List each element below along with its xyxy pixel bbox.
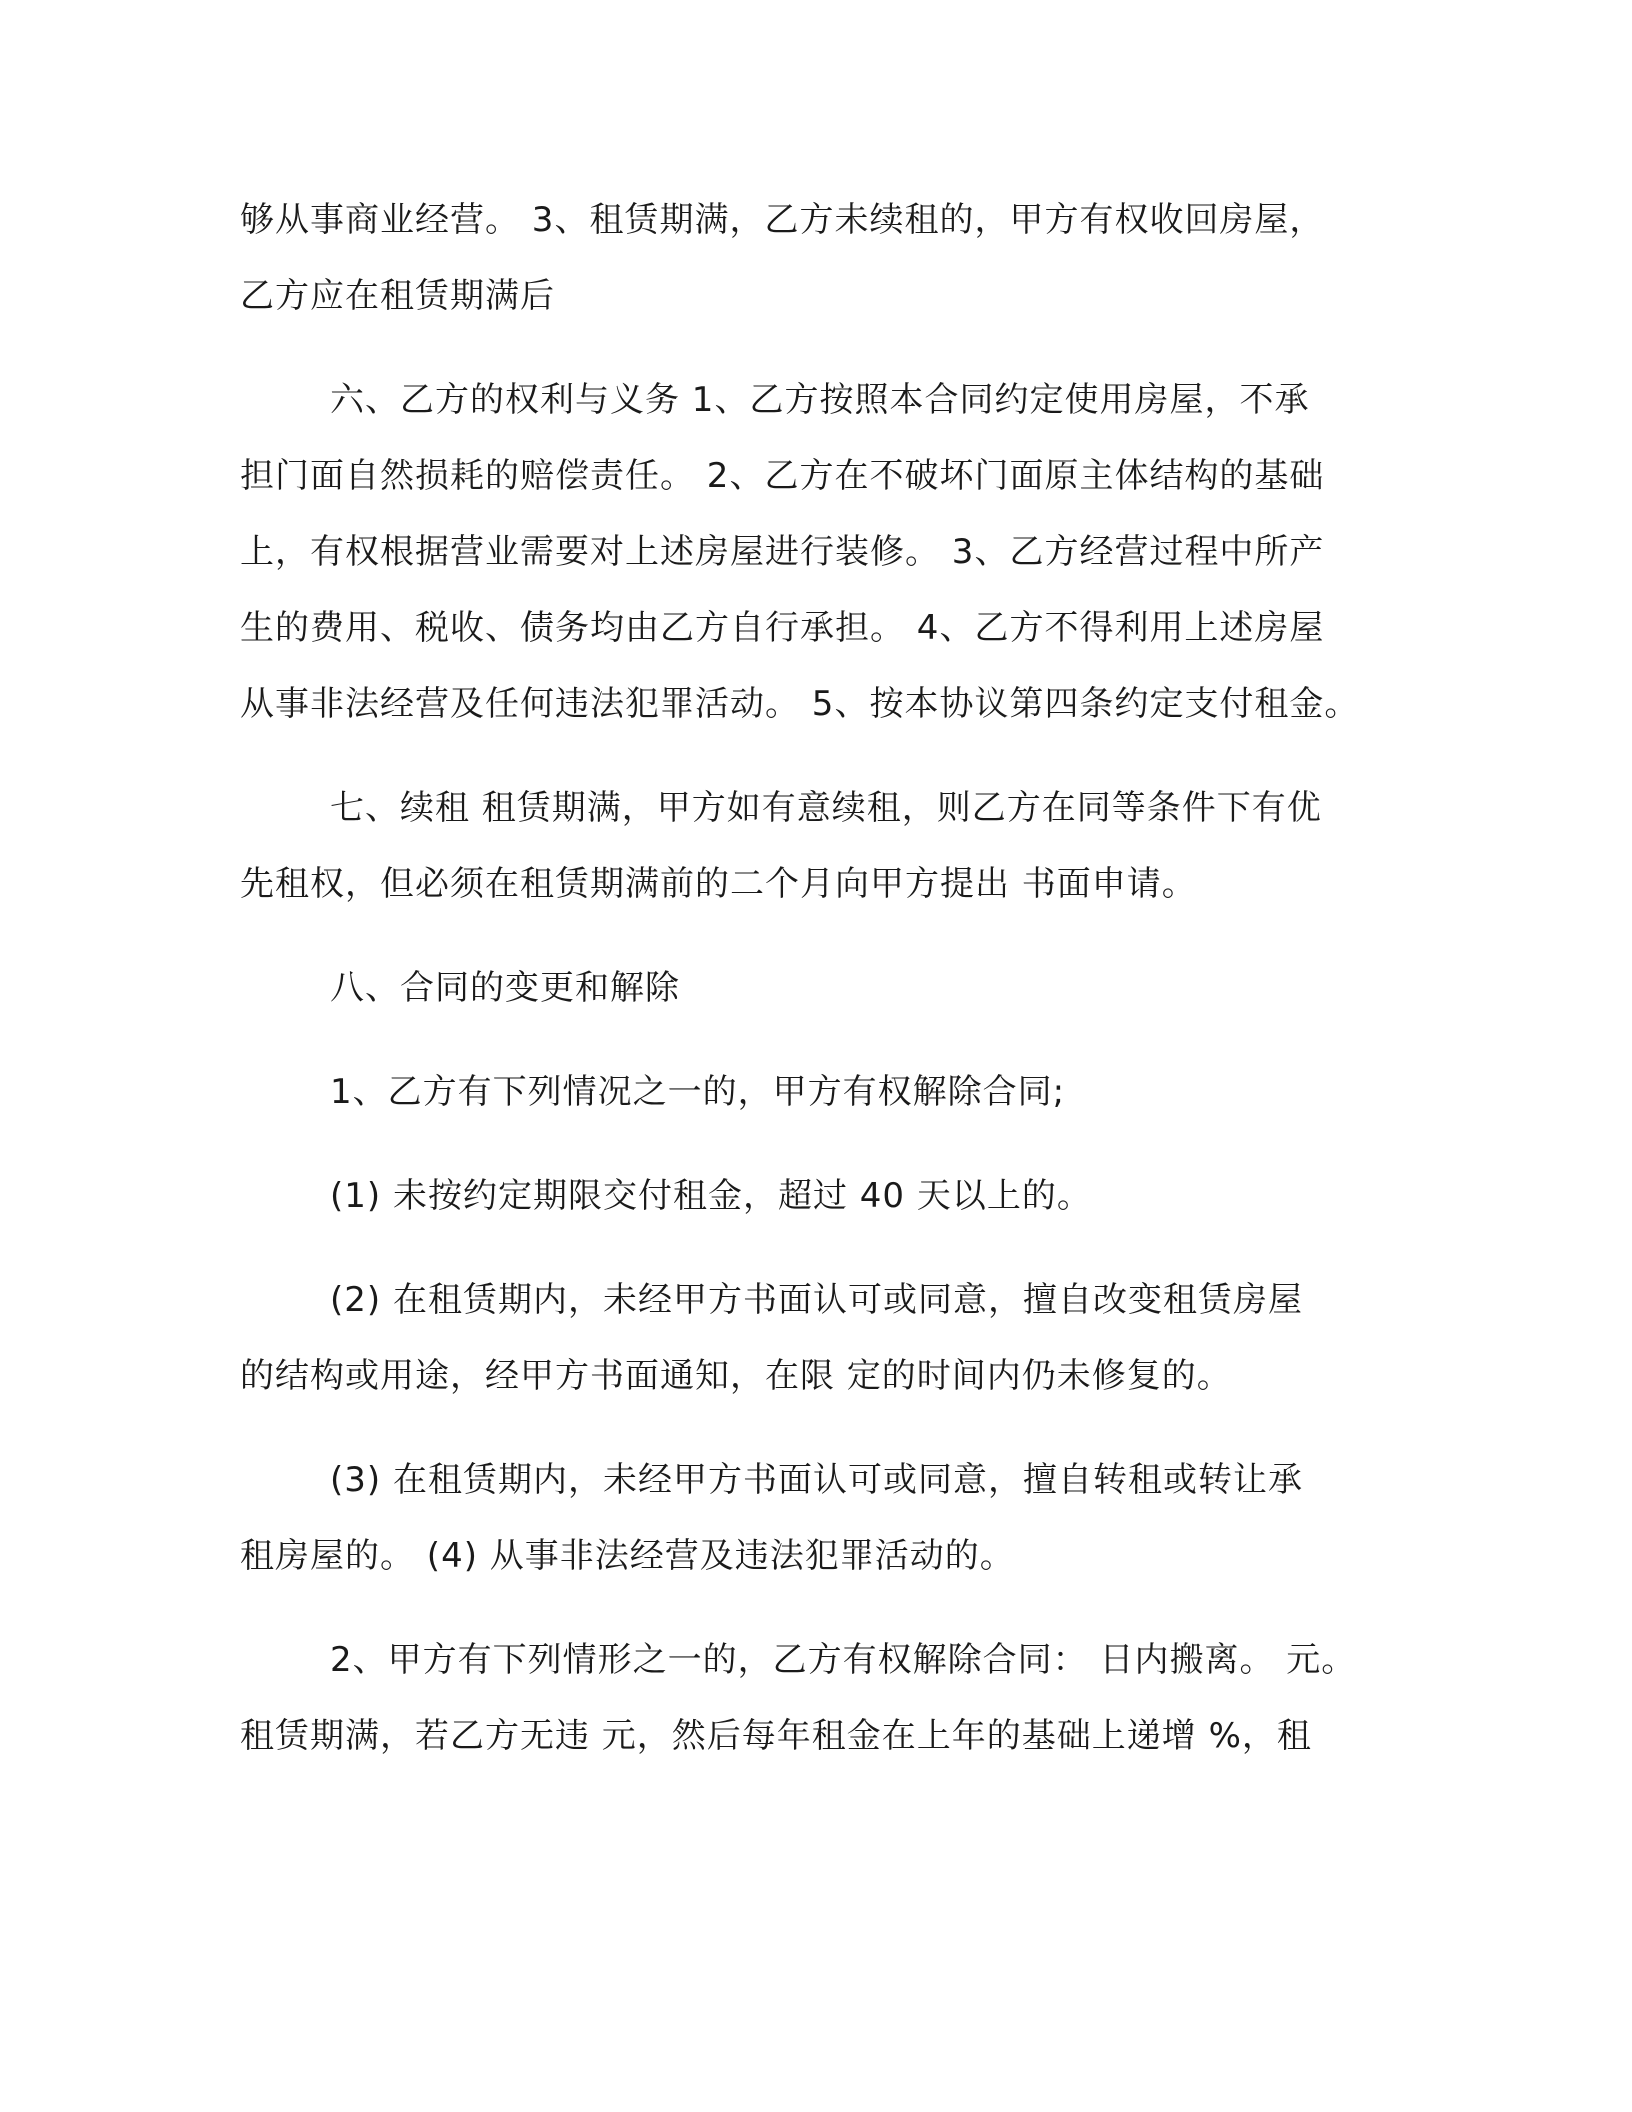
clause-1-item-3: (3) 在租赁期内，未经甲方书面认可或同意，擅自转租或转让承 xyxy=(330,1460,1303,1500)
text-line: 租房屋的。 (4) 从事非法经营及违法犯罪活动的。 xyxy=(240,1536,1015,1576)
text-line: 的结构或用途，经甲方书面通知，在限 定的时间内仍未修复的。 xyxy=(240,1356,1232,1396)
text-line: 够从事商业经营。 3、租赁期满，乙方未续租的，甲方有权收回房屋， xyxy=(240,200,1325,240)
clause-2: 2、甲方有下列情形之一的，乙方有权解除合同： 日内搬离。 元。 xyxy=(330,1640,1357,1680)
text-line: 租赁期满，若乙方无违 元，然后每年租金在上年的基础上递增 %，租 xyxy=(240,1716,1312,1756)
clause-1-item-1: (1) 未按约定期限交付租金，超过 40 天以上的。 xyxy=(330,1176,1092,1216)
text-line: 先租权，但必须在租赁期满前的二个月向甲方提出 书面申请。 xyxy=(240,864,1197,904)
text-line: 从事非法经营及任何违法犯罪活动。 5、按本协议第四条约定支付租金。 xyxy=(240,684,1360,724)
clause-1-item-2: (2) 在租赁期内，未经甲方书面认可或同意，擅自改变租赁房屋 xyxy=(330,1280,1303,1320)
clause-1: 1、乙方有下列情况之一的，甲方有权解除合同; xyxy=(330,1072,1066,1112)
text-line: 生的费用、税收、债务均由乙方自行承担。 4、乙方不得利用上述房屋 xyxy=(240,608,1325,648)
text-line: 上，有权根据营业需要对上述房屋进行装修。 3、乙方经营过程中所产 xyxy=(240,532,1325,572)
section-eight-heading: 八、合同的变更和解除 xyxy=(330,968,680,1008)
paragraph-six-heading: 六、乙方的权利与义务 1、乙方按照本合同约定使用房屋，不承 xyxy=(330,380,1310,420)
paragraph-seven-heading: 七、续租 租赁期满，甲方如有意续租，则乙方在同等条件下有优 xyxy=(330,788,1322,828)
text-line: 担门面自然损耗的赔偿责任。 2、乙方在不破坏门面原主体结构的基础 xyxy=(240,456,1325,496)
text-line: 乙方应在租赁期满后 xyxy=(240,276,555,316)
